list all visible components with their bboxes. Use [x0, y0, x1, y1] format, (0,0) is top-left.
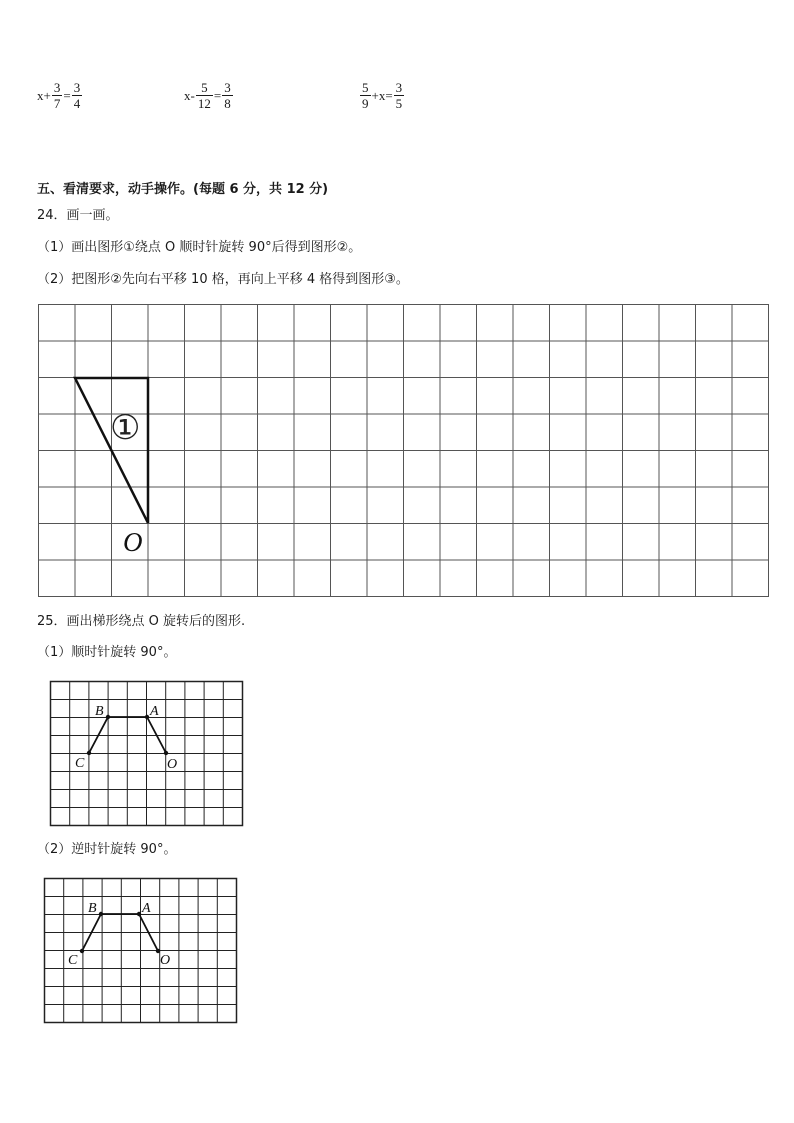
eq3-fraction-right: $\frac{3}{5}$ [395, 80, 403, 111]
eq2-fraction-right: $\frac{3}{8}$ [224, 80, 231, 111]
q25a-point-b [106, 715, 110, 719]
q24-sub1: （1）画出图形①绕点 O 顺时针旋转 90°后得到图形②。 [37, 240, 362, 255]
q24-title: 24．画一画。 [37, 208, 119, 223]
eq2-fraction-left: $\frac{5}{12}$ [197, 80, 211, 111]
eq2-equals: = [213, 87, 222, 103]
q25a-point-c [87, 751, 91, 755]
q25b-point-b [99, 912, 103, 916]
q25a-point-a [145, 715, 149, 719]
shape-1-label: ① [110, 410, 141, 447]
q25b-label-b: B [88, 901, 97, 916]
q25b-label-c: C [68, 953, 78, 968]
q25a-label-b: B [95, 704, 104, 719]
q25b-label-o: O [160, 953, 171, 968]
q24-sub2: （2）把图形②先向右平移 10 格，再向上平移 4 格得到图形③。 [37, 272, 409, 287]
q25b-label-a: A [142, 901, 151, 916]
eq1-equals: = [63, 87, 71, 103]
q25-sub2: （2）逆时针旋转 90°。 [37, 842, 177, 857]
q25-sub1: （1）顺时针旋转 90°。 [37, 645, 177, 660]
eq1-fraction-right: $\frac{3}{4}$ [73, 80, 81, 111]
q25b-point-c [80, 949, 84, 953]
q25a-label-a: A [150, 704, 159, 719]
point-o-label: O [123, 527, 143, 557]
q25b-point-a [137, 912, 141, 916]
eq1-prefix: x+ [37, 87, 51, 103]
q25a-point-o [164, 751, 168, 755]
q25a-label-c: C [75, 756, 85, 771]
q25-title: 25．画出梯形绕点 O 旋转后的图形. [37, 614, 246, 629]
eq1-fraction-left: $\frac{3}{7}$ [53, 80, 61, 111]
section-5-title: 五、看清要求，动手操作。(每题 6 分，共 12 分) [37, 182, 329, 197]
eq2-prefix: x- [184, 87, 195, 103]
eq3-plus-x-equals: +x= [371, 87, 393, 103]
eq3-fraction-left: $\frac{5}{9}$ [362, 80, 369, 111]
q25a-label-o: O [167, 757, 178, 772]
